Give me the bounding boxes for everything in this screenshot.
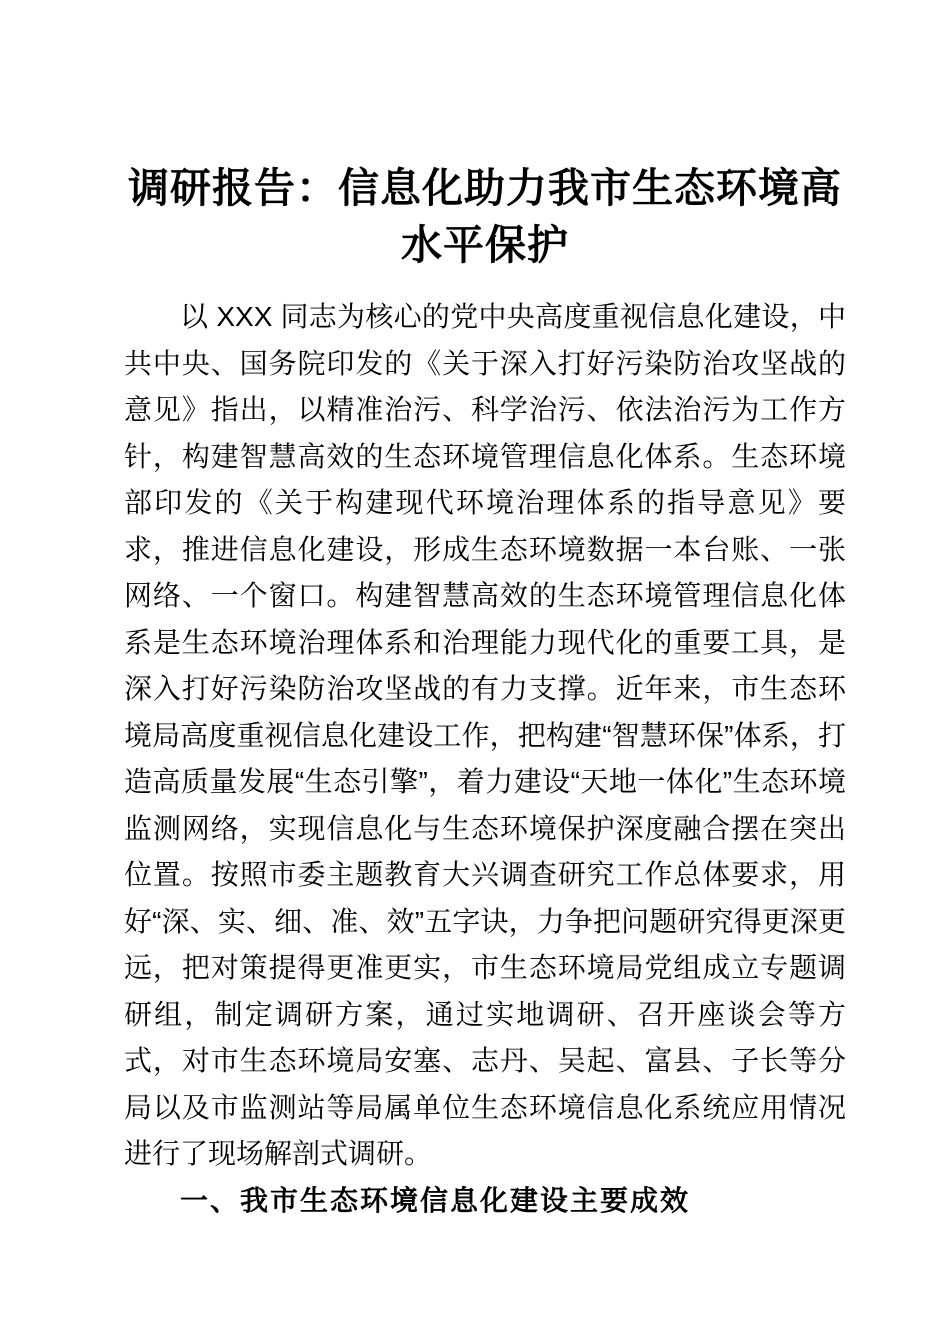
section-heading: 一、我市生态环境信息化建设主要成效 [180,1184,691,1216]
document-title: 调研报告：信息化助力我市生态环境高水平保护 [128,165,842,268]
body-paragraph: 以 XXX 同志为核心的党中央高度重视信息化建设，中共中央、国务院印发的《关于深入打好污染防治攻坚战的意见》指出，以精准治污、科学治污、依法治污为工作方针，构建智慧高效的生态环境管理信息化体系。生态环境部印发的《关于构建现代环境治理体系的指导意见》要求，推进信息化建设，形成生态环境数据一本台账、一张网络、一个窗口。构建智慧高效的生态环境管理信息化体系是生态环境治理体系和治理能力现代化的重要工具，是深入打好污染防治攻坚战的有力支撑。近年来，市生态环境局高度重视信息化建设工作，把构建“智慧环保”体系，打造高质量发展“生态引擎”，着力建设“天地一体化”生态环境监测网络，实现信息化与生态环境保护深度融合摆在突出位置。按照市委主题教育大兴调查研究工作总体要求，用好“深、实、细、准、效”五字诀，力争把问题研究得更深更远，把对策提得更准更实，市生态环境局党组成立专题调研组，制定调研方案，通过实地调研、召开座谈会等方式，对市生态环境局安塞、志丹、吴起、富县、子长等分局以及市监测站等局属单位生态环境信息化系统应用情况进行了现场解剖式调研。 [124,301,846,1169]
